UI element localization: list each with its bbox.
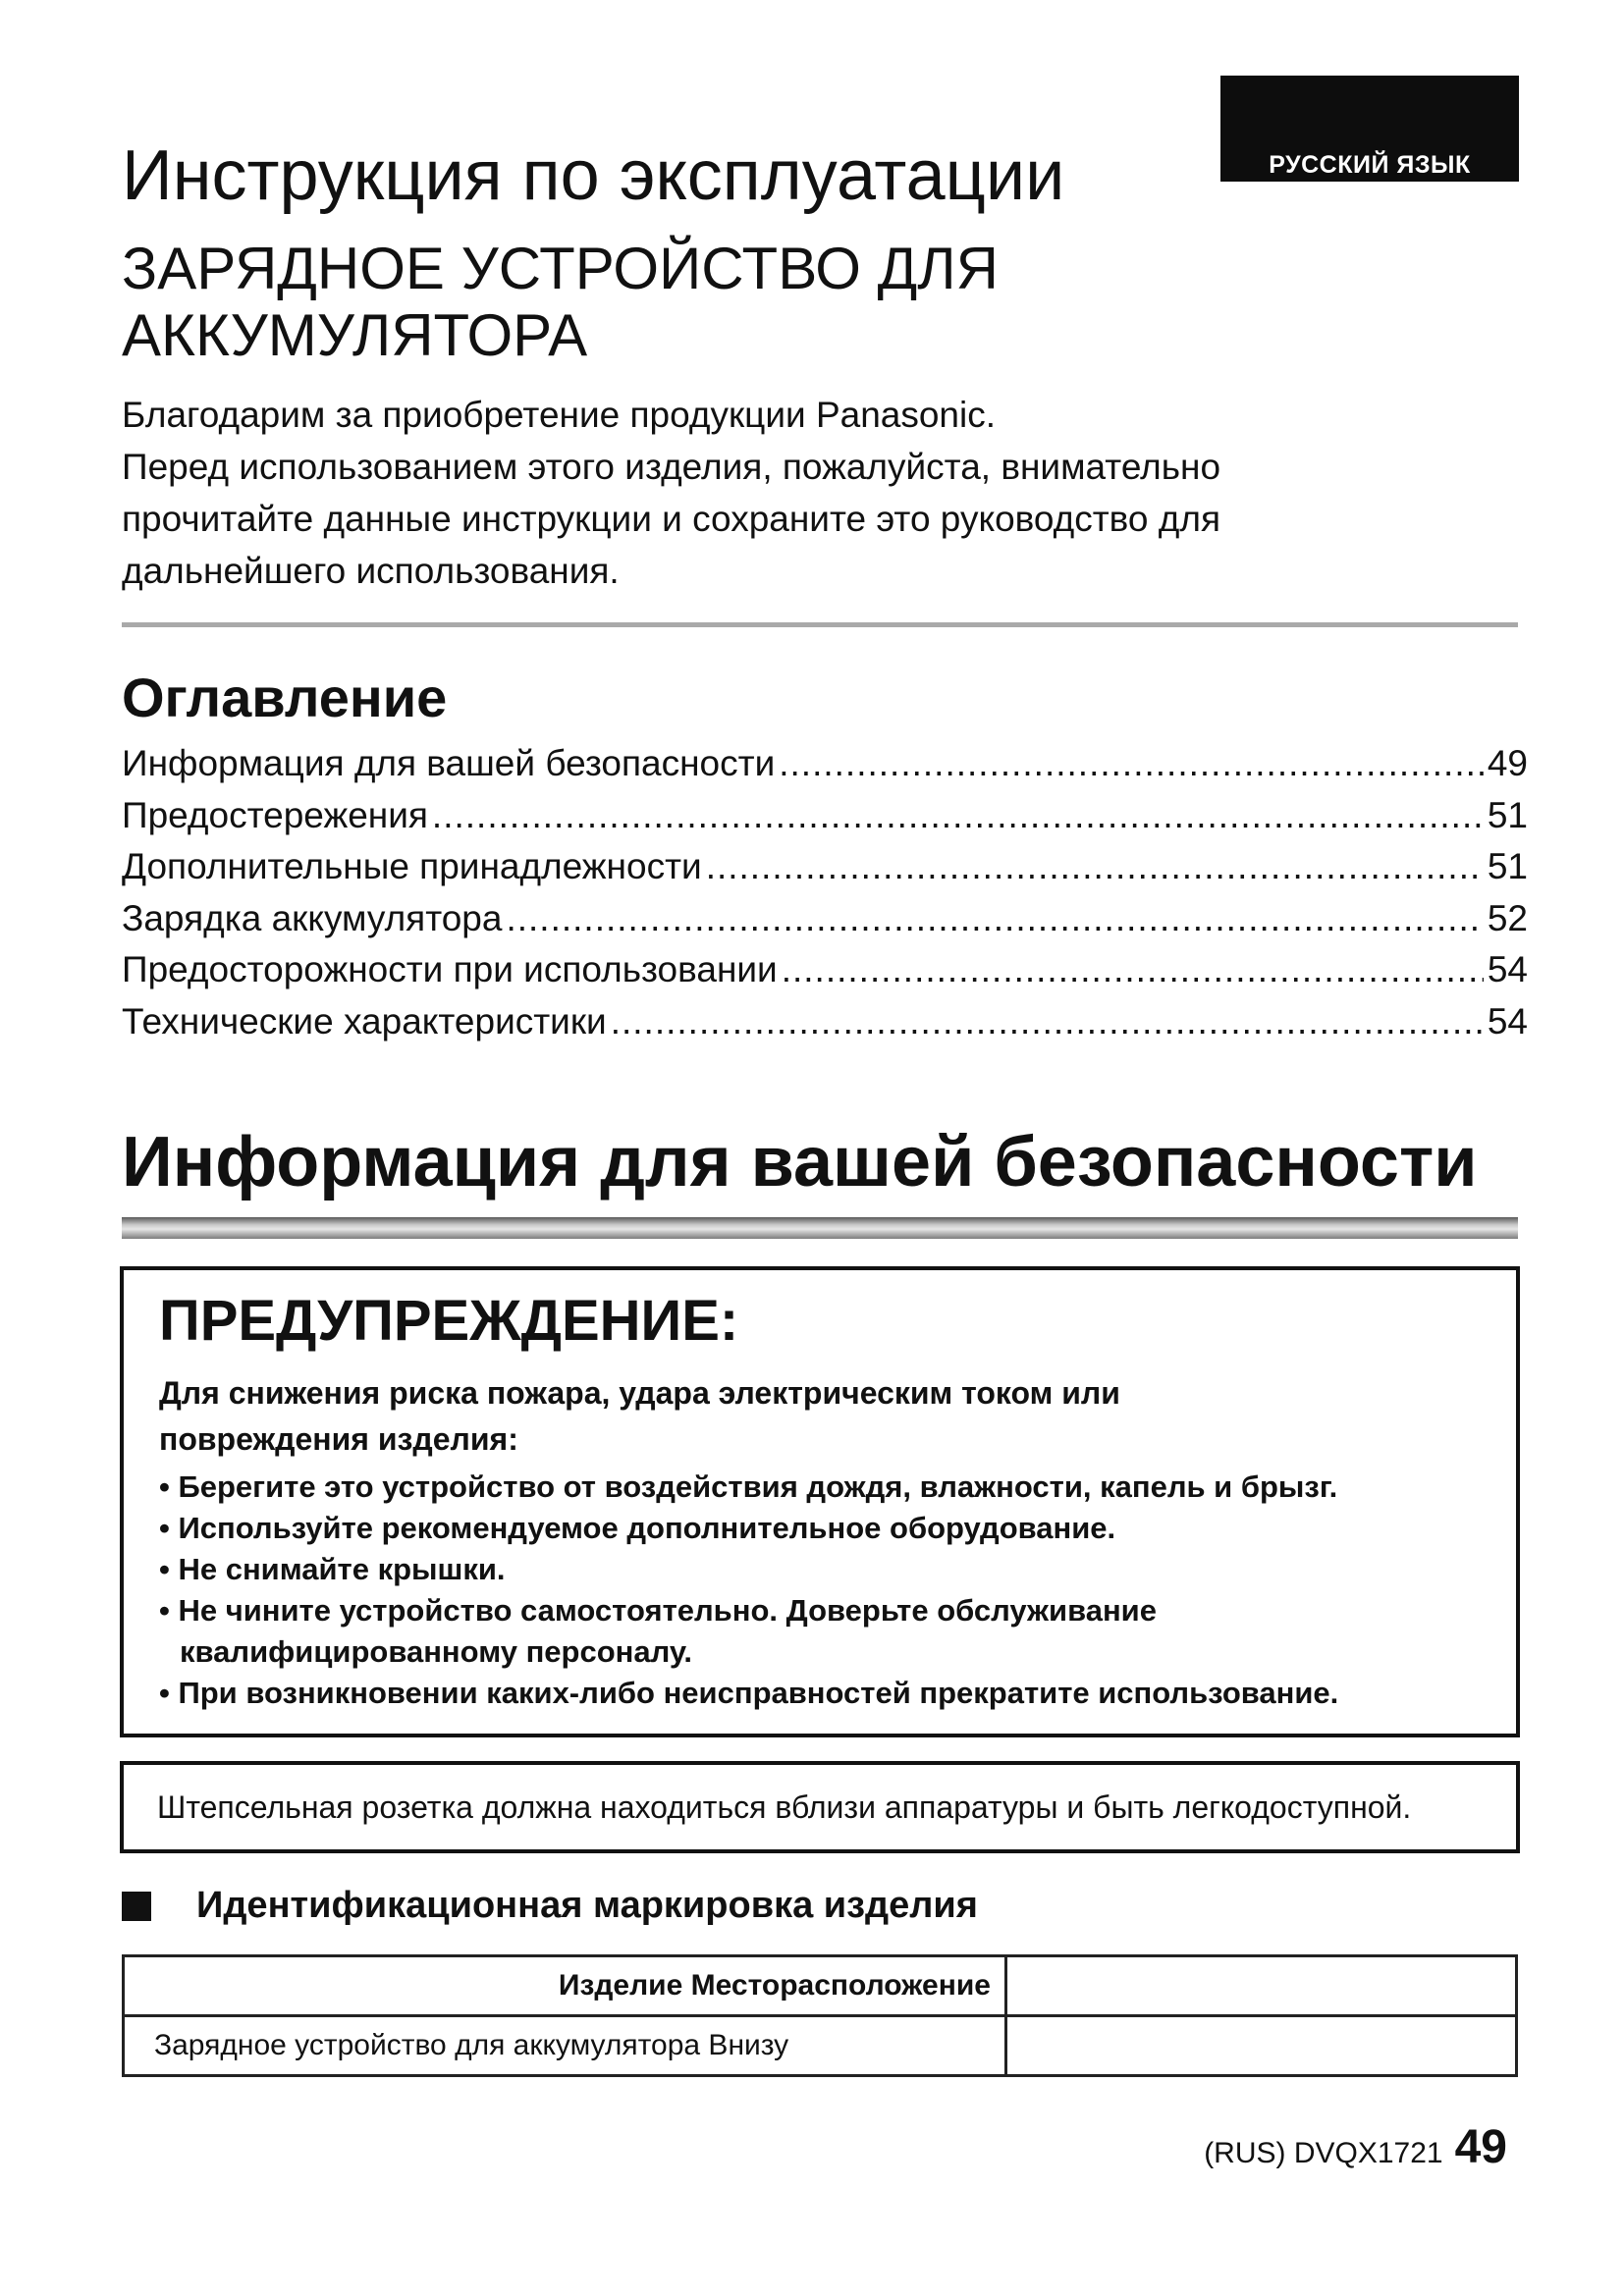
language-badge: РУССКИЙ ЯЗЫК [1220,76,1519,182]
page-number: 49 [1454,2121,1507,2173]
intro-paragraph [122,389,1516,597]
table-empty-cell [1006,2016,1517,2076]
table-empty-cell [1006,1956,1517,2016]
toc-leader [432,790,1484,842]
toc-item[interactable] [122,944,1528,996]
warning-list [159,1467,1494,1714]
table-header-row [124,1956,1517,2016]
toc-leader [706,841,1484,893]
intro-line: Перед использованием этого изделия, пожалуйста, внимательно [122,447,1221,487]
warning-lead [159,1370,1475,1463]
warning-lead-line: Для снижения риска пожара, удара электрическим током или [159,1375,1120,1411]
toc-item-page: 49 [1487,743,1528,783]
intro-line: дальнейшего использования. [122,551,620,591]
warning-item: • При возникновении каких-либо неисправностей прекратите использование. [159,1673,1494,1714]
section-divider [122,1217,1518,1239]
toc-item-label: Зарядка аккумулятора [122,897,503,938]
toc-item-label: Предостережения [122,794,428,835]
toc-item[interactable] [122,790,1528,842]
toc-item-page: 54 [1487,949,1528,989]
toc-item[interactable] [122,996,1528,1048]
warning-item: • Используйте рекомендуемое дополнительное оборудование. [159,1508,1494,1549]
table-row [124,2016,1517,2076]
warning-title: ПРЕДУПРЕЖДЕНИЕ: [159,1289,739,1353]
toc-item[interactable] [122,893,1528,945]
warning-item: • Не чините устройство самостоятельно. Доверьте обслуживание квалифицированному персоналу. [159,1590,1494,1673]
toc-leader [779,738,1484,790]
product-subtitle [122,236,999,369]
toc-item-page: 51 [1487,794,1528,835]
toc-item-label: Предосторожности при использовании [122,949,778,989]
subtitle-line: АККУМУЛЯТОРА [122,302,588,368]
toc-item-page: 51 [1487,846,1528,886]
toc-leader [506,893,1483,945]
toc-item-label: Информация для вашей безопасности [122,743,776,783]
toc-item-label: Дополнительные принадлежности [122,846,702,886]
page-title: Инструкция по эксплуатации [122,136,1065,215]
warning-box [120,1266,1520,1737]
divider [122,622,1518,627]
page-footer [1204,2120,1507,2174]
warning-item: • Берегите это устройство от воздействия дождя, влажности, капель и брызг. [159,1467,1494,1508]
toc-item-page: 54 [1487,1000,1528,1041]
table-cell: Зарядное устройство для аккумулятора Внизу [124,2016,1006,2076]
toc-item-label: Технические характеристики [122,1000,607,1041]
table-header-cell: Изделие Месторасположение [124,1956,1006,2016]
identification-table [122,1954,1518,2077]
square-bullet-icon [122,1892,151,1921]
toc-heading: Оглавление [122,667,448,728]
intro-line: Благодарим за приобретение продукции Panasonic. [122,395,997,435]
toc-leader [782,944,1484,996]
toc-item[interactable] [122,738,1528,790]
identification-heading-text: Идентификационная маркировка изделия [196,1885,978,1926]
safety-heading: Информация для вашей безопасности [122,1123,1478,1201]
intro-line: прочитайте данные инструкции и сохраните это руководство для [122,499,1220,539]
toc-item-page: 52 [1487,897,1528,938]
notice-box [120,1761,1520,1853]
warning-item: • Не снимайте крышки. [159,1549,1494,1590]
notice-text: Штепсельная розетка должна находиться вблизи аппаратуры и быть легкодоступной. [157,1789,1412,1825]
document-code: (RUS) DVQX1721 [1204,2137,1443,2169]
toc-item[interactable] [122,841,1528,893]
subtitle-line: ЗАРЯДНОЕ УСТРОЙСТВО ДЛЯ [122,236,999,301]
table-of-contents [122,738,1528,1047]
warning-lead-line: повреждения изделия: [159,1421,518,1457]
identification-heading [122,1885,978,1927]
toc-leader [611,996,1484,1048]
